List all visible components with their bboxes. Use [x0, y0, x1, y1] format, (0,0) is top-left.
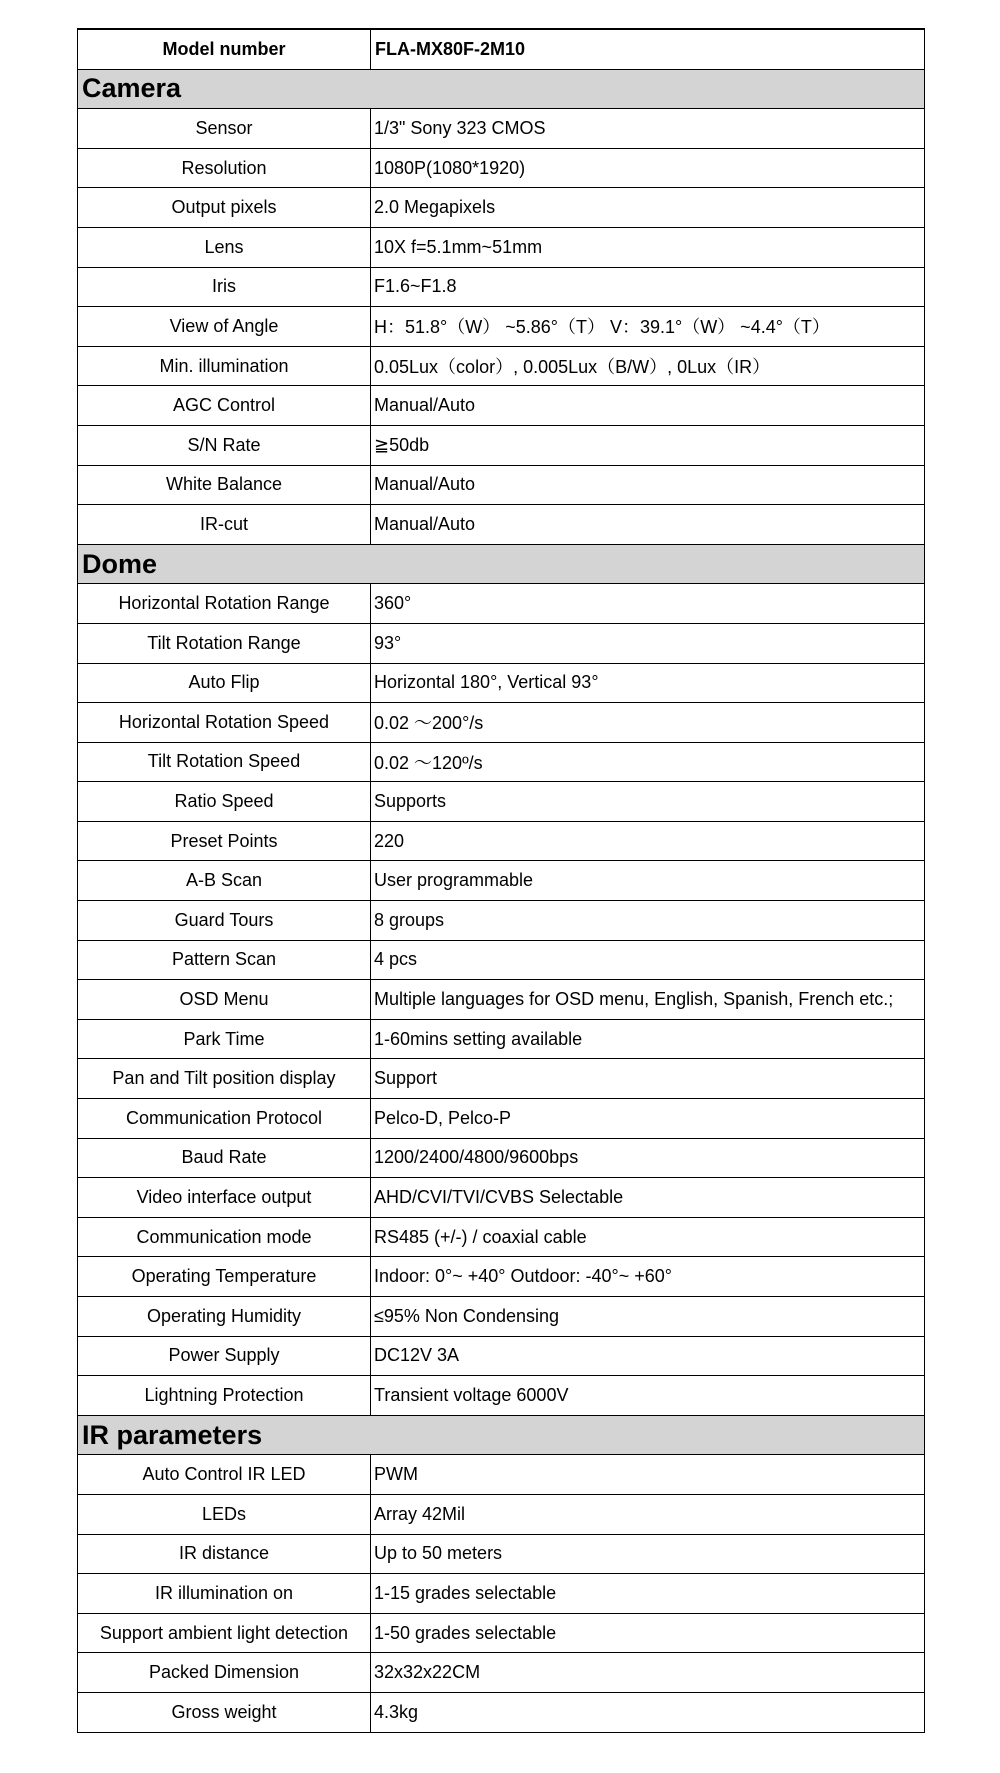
spec-value: Up to 50 meters	[371, 1534, 925, 1574]
spec-row	[78, 1336, 925, 1376]
spec-label: Power Supply	[78, 1336, 371, 1376]
spec-value: DC12V 3A	[371, 1336, 925, 1376]
spec-label: Ratio Speed	[78, 782, 371, 822]
section-row-dome	[78, 544, 925, 584]
spec-value: 4.3kg	[371, 1692, 925, 1732]
spec-label: Preset Points	[78, 821, 371, 861]
spec-label: Guard Tours	[78, 901, 371, 941]
spec-value: RS485 (+/-) / coaxial cable	[371, 1217, 925, 1257]
spec-row	[78, 663, 925, 703]
spec-value: Pelco-D, Pelco-P	[371, 1099, 925, 1139]
spec-label: A-B Scan	[78, 861, 371, 901]
spec-row	[78, 386, 925, 426]
spec-row	[78, 980, 925, 1020]
spec-label: Pan and Tilt position display	[78, 1059, 371, 1099]
spec-label: IR illumination on	[78, 1574, 371, 1614]
spec-value: Manual/Auto	[371, 505, 925, 545]
spec-value: Support	[371, 1059, 925, 1099]
spec-label: OSD Menu	[78, 980, 371, 1020]
spec-label: Packed Dimension	[78, 1653, 371, 1693]
spec-value: PWM	[371, 1455, 925, 1495]
spec-label: Communication mode	[78, 1217, 371, 1257]
spec-label: Sensor	[78, 109, 371, 149]
spec-label: Auto Control IR LED	[78, 1455, 371, 1495]
spec-row	[78, 1099, 925, 1139]
spec-row	[78, 1178, 925, 1218]
spec-value: Supports	[371, 782, 925, 822]
spec-row	[78, 505, 925, 545]
spec-table	[77, 28, 925, 1733]
spec-label: AGC Control	[78, 386, 371, 426]
spec-label: IR-cut	[78, 505, 371, 545]
spec-value: Manual/Auto	[371, 465, 925, 505]
spec-row	[78, 148, 925, 188]
spec-label: Park Time	[78, 1019, 371, 1059]
spec-value: 8 groups	[371, 901, 925, 941]
spec-value: User programmable	[371, 861, 925, 901]
spec-value: Horizontal 180°, Vertical 93°	[371, 663, 925, 703]
spec-label: Horizontal Rotation Speed	[78, 703, 371, 743]
spec-label: Iris	[78, 267, 371, 307]
spec-row	[78, 1692, 925, 1732]
spec-value: 4 pcs	[371, 940, 925, 980]
section-title: Dome	[78, 544, 925, 584]
spec-value: 1-15 grades selectable	[371, 1574, 925, 1614]
spec-row	[78, 109, 925, 149]
spec-row	[78, 1059, 925, 1099]
spec-value: 0.02 ～200°/s	[371, 703, 925, 743]
spec-row	[78, 584, 925, 624]
spec-label: S/N Rate	[78, 425, 371, 465]
spec-label: Pattern Scan	[78, 940, 371, 980]
spec-row	[78, 1653, 925, 1693]
section-title: Camera	[78, 69, 925, 109]
spec-row	[78, 1297, 925, 1337]
spec-value: Transient voltage 6000V	[371, 1376, 925, 1416]
spec-row	[78, 227, 925, 267]
spec-row	[78, 861, 925, 901]
section-title: IR parameters	[78, 1415, 925, 1455]
spec-label: View of Angle	[78, 307, 371, 347]
spec-row	[78, 901, 925, 941]
spec-label: Baud Rate	[78, 1138, 371, 1178]
header-row	[78, 29, 925, 69]
spec-value: AHD/CVI/TVI/CVBS Selectable	[371, 1178, 925, 1218]
spec-row	[78, 940, 925, 980]
spec-row	[78, 1019, 925, 1059]
spec-value: 1080P(1080*1920)	[371, 148, 925, 188]
spec-label: Auto Flip	[78, 663, 371, 703]
spec-label: Output pixels	[78, 188, 371, 228]
spec-label: Support ambient light detection	[78, 1613, 371, 1653]
spec-row	[78, 703, 925, 743]
spec-value: ≤95% Non Condensing	[371, 1297, 925, 1337]
spec-label: Operating Humidity	[78, 1297, 371, 1337]
spec-value: 220	[371, 821, 925, 861]
spec-row	[78, 782, 925, 822]
spec-value: 1200/2400/4800/9600bps	[371, 1138, 925, 1178]
model-number-value: FLA-MX80F-2M10	[371, 29, 925, 69]
spec-row	[78, 821, 925, 861]
spec-value: 93°	[371, 623, 925, 663]
spec-value: Array 42Mil	[371, 1494, 925, 1534]
spec-row	[78, 1217, 925, 1257]
spec-row	[78, 307, 925, 347]
spec-label: Lightning Protection	[78, 1376, 371, 1416]
spec-value: F1.6~F1.8	[371, 267, 925, 307]
spec-row	[78, 267, 925, 307]
spec-value: 360°	[371, 584, 925, 624]
model-number-label: Model number	[78, 29, 371, 69]
spec-value: 10X f=5.1mm~51mm	[371, 227, 925, 267]
spec-row	[78, 188, 925, 228]
spec-label: Min. illumination	[78, 346, 371, 386]
spec-label: Gross weight	[78, 1692, 371, 1732]
spec-label: Lens	[78, 227, 371, 267]
spec-value: Multiple languages for OSD menu, English, Spanish, French etc.;	[371, 980, 925, 1020]
spec-value: H：51.8°（W） ~5.86°（T） V：39.1°（W） ~4.4°（T）	[371, 307, 925, 347]
spec-label: Video interface output	[78, 1178, 371, 1218]
spec-label: Horizontal Rotation Range	[78, 584, 371, 624]
spec-value: 1/3" Sony 323 CMOS	[371, 109, 925, 149]
spec-row	[78, 623, 925, 663]
spec-row	[78, 1455, 925, 1495]
spec-row	[78, 465, 925, 505]
spec-label: LEDs	[78, 1494, 371, 1534]
spec-label: IR distance	[78, 1534, 371, 1574]
spec-value: Indoor: 0°~ +40° Outdoor: -40°~ +60°	[371, 1257, 925, 1297]
spec-row	[78, 1494, 925, 1534]
spec-row	[78, 425, 925, 465]
section-row-ir-parameters	[78, 1415, 925, 1455]
spec-value: 1-50 grades selectable	[371, 1613, 925, 1653]
spec-row	[78, 1574, 925, 1614]
spec-label: White Balance	[78, 465, 371, 505]
spec-value: ≧50db	[371, 425, 925, 465]
spec-label: Resolution	[78, 148, 371, 188]
spec-row	[78, 1257, 925, 1297]
spec-label: Operating Temperature	[78, 1257, 371, 1297]
spec-label: Communication Protocol	[78, 1099, 371, 1139]
spec-value: 32x32x22CM	[371, 1653, 925, 1693]
spec-row	[78, 1138, 925, 1178]
spec-value: 0.02 ～120º/s	[371, 742, 925, 782]
spec-row	[78, 346, 925, 386]
section-row-camera	[78, 69, 925, 109]
spec-row	[78, 742, 925, 782]
spec-value: 0.05Lux（color）, 0.005Lux（B/W）, 0Lux（IR）	[371, 346, 925, 386]
spec-row	[78, 1376, 925, 1416]
spec-label: Tilt Rotation Speed	[78, 742, 371, 782]
spec-value: 2.0 Megapixels	[371, 188, 925, 228]
spec-label: Tilt Rotation Range	[78, 623, 371, 663]
spec-row	[78, 1534, 925, 1574]
spec-value: 1-60mins setting available	[371, 1019, 925, 1059]
spec-value: Manual/Auto	[371, 386, 925, 426]
spec-row	[78, 1613, 925, 1653]
